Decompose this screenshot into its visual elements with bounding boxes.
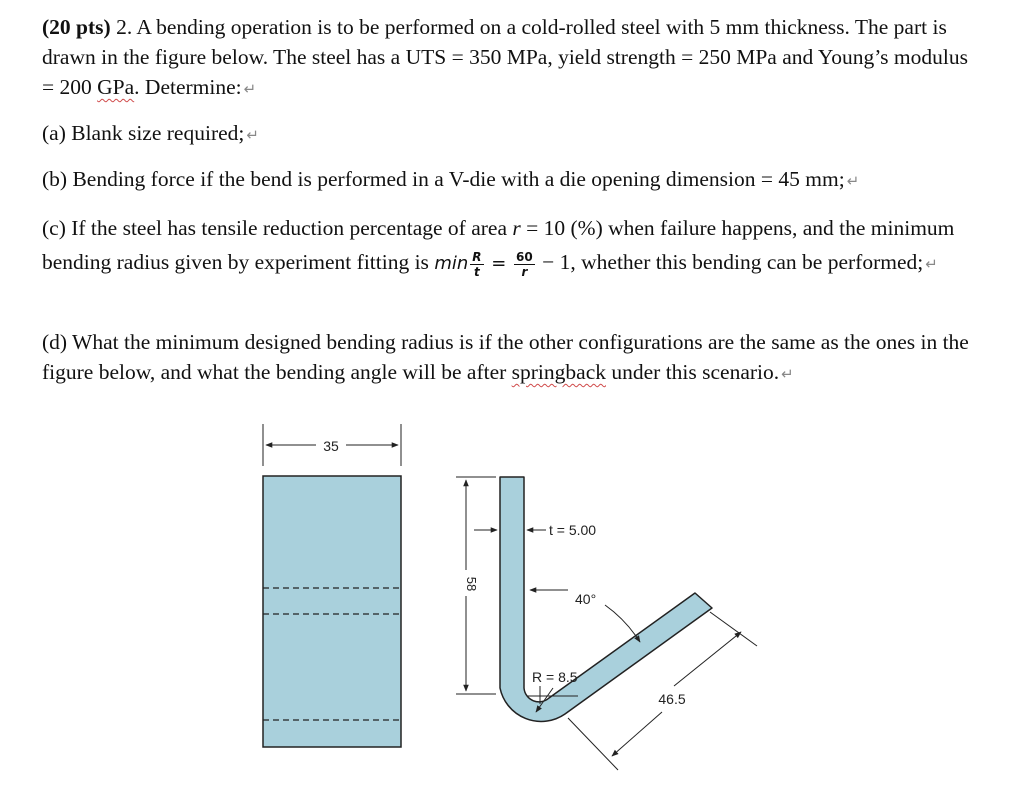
radius-label: R = 8.5 [532,669,578,685]
gpa-unit: GPa [97,75,135,99]
angle-label: 40° [575,591,597,607]
part-a-text: (a) Blank size required; [42,121,245,145]
thickness-label: t = 5.00 [549,522,597,538]
part-c-text-2: = 10 (%) when failure happens, and the minimum bending radius given by experiment fitting is [42,216,955,274]
part-c-r-symbol: r [512,216,521,240]
bent-part-drawing [456,477,757,770]
fraction-numerator: R [472,249,482,264]
points-label: (20 pts) [42,15,111,39]
return-icon: ↵ [243,80,257,98]
part-c-text-1: (c) If the steel has tensile reduction percentage of area [42,216,513,240]
return-icon: ↵ [925,255,938,273]
extension-line [710,612,757,646]
problem-intro: 2. A bending operation is to be performed on a cold-rolled steel with 5 mm thickness. The part is drawn in the figure below. The steel has a UTS = 350 MPa, yield strength = 250 MPa and Young’s modulus = 200 [42,15,968,99]
return-icon: ↵ [781,365,794,383]
equals-sign: = [485,253,513,274]
fraction-denominator: t [474,264,480,279]
blank-rectangle [263,476,401,747]
return-icon: ↵ [246,126,259,144]
part-d-text-2: under this scenario. [606,360,780,384]
springback-word: springback [511,360,606,384]
part-b-text: (b) Bending force if the bend is performed in a V-die with a die opening dimension = 45 mm; [42,167,845,191]
width-dimension-label: 35 [323,438,339,454]
part-d-text-1: (d) What the minimum designed bending radius is if the other configurations are the same as the ones in the figure below, and what the bending angle will be after [42,330,969,384]
height-dimension-label: 58 [464,576,479,592]
min-symbol: min [434,253,469,274]
fraction-denominator: r [521,264,528,279]
extension-line [568,718,618,770]
dimension-line [612,712,662,756]
part-c-text-3: − 1, whether this bending can be performed; [536,250,924,274]
dimension-line [674,632,741,686]
fraction-numerator: 60 [516,249,533,264]
leg-length-label: 46.5 [658,691,686,707]
determine-text: . Determine: [134,75,242,99]
return-icon: ↵ [846,172,860,190]
blank-drawing [263,424,401,747]
